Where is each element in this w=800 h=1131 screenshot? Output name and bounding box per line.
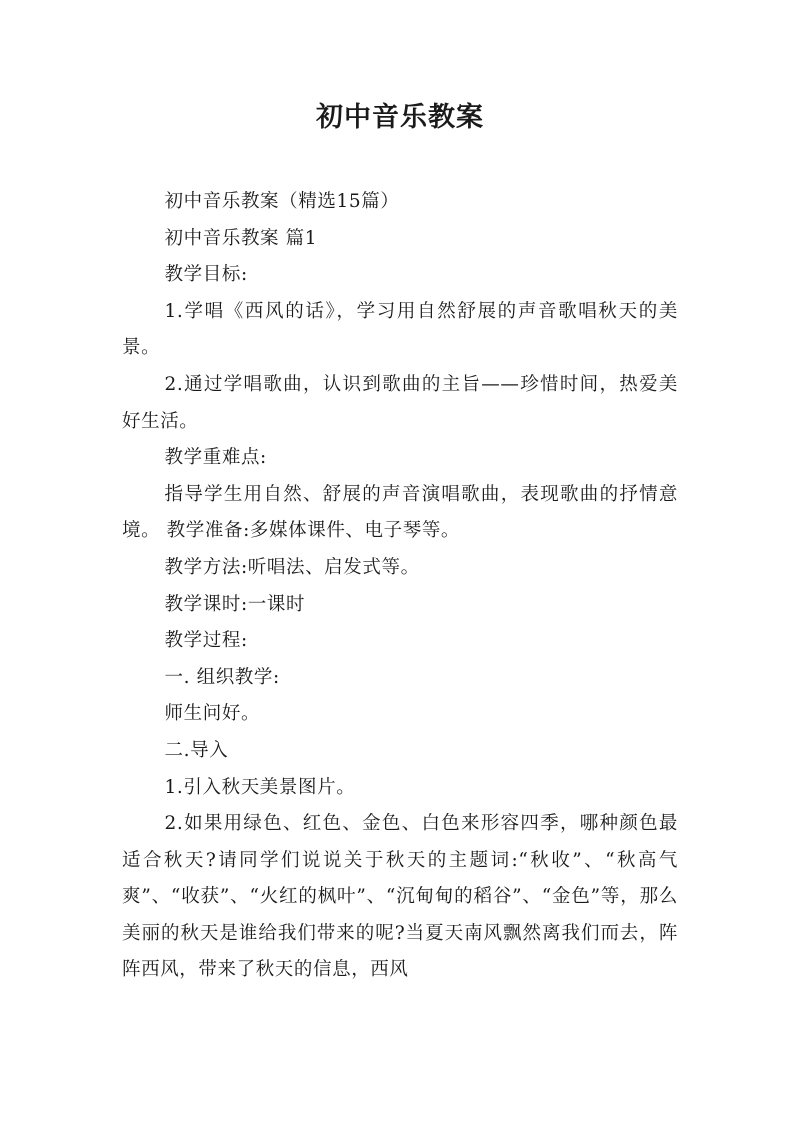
document-body — [122, 184, 678, 989]
paragraph-objective-1: 1.学唱《西风的话》，学习用自然舒展的声音歌唱秋天的美景。 — [122, 300, 678, 359]
paragraph-objective-2: 2.通过学唱歌曲，认识到歌曲的主旨——珍惜时间，热爱美好生活。 — [122, 373, 678, 432]
paragraph-collection-title: 初中音乐教案（精选15篇） — [164, 191, 400, 212]
paragraph-chapter-heading: 初中音乐教案 篇1 — [164, 227, 318, 249]
paragraph-step-2-heading: 二.导入 — [164, 739, 229, 761]
paragraph-intro-1: 1.引入秋天美景图片。 — [164, 776, 356, 798]
paragraph-key-points-heading: 教学重难点: — [164, 447, 267, 469]
paragraph-objectives-heading: 教学目标: — [164, 264, 248, 286]
paragraph-step-1-heading: 一. 组织教学: — [164, 666, 280, 688]
paragraph-intro-2: 2.如果用绿色、红色、金色、白色来形容四季，哪种颜色最适合秋天?请同学们说说关于秋天的主题词:“秋收”、“秋高气爽”、“收获”、“火红的枫叶”、“沉甸甸的稻谷”、“金色”等，那么美丽的秋天是谁给我们带来的呢?当夏天南风飘然离我们而去，阵阵西风，带来了秋天的信息，西风 — [122, 813, 678, 981]
paragraph-greeting: 师生问好。 — [164, 703, 261, 725]
paragraph-class-hours: 教学课时:一课时 — [164, 593, 306, 615]
document-title: 初中音乐教案 — [316, 102, 484, 133]
paragraph-process-heading: 教学过程: — [164, 630, 248, 652]
paragraph-key-points: 指导学生用自然、舒展的声音演唱歌曲，表现歌曲的抒情意境。 教学准备:多媒体课件、电子琴等。 — [122, 483, 678, 542]
paragraph-teaching-method: 教学方法:听唱法、启发式等。 — [164, 556, 420, 578]
